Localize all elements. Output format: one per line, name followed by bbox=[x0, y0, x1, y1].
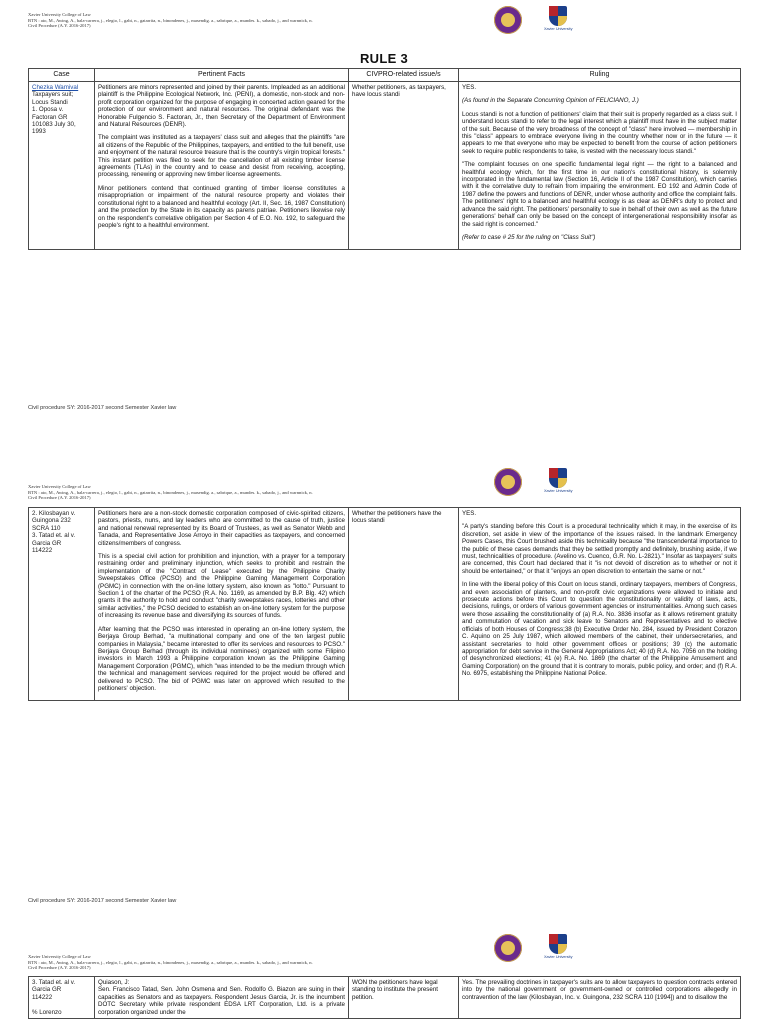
college-seal-icon bbox=[494, 468, 522, 496]
college-seal-icon bbox=[494, 6, 522, 34]
ruling-cell bbox=[459, 508, 741, 701]
university-crest-label: Xavier University bbox=[544, 27, 573, 31]
col-header-issues: CIVPRO-related issue/s bbox=[349, 69, 459, 82]
ruling-cell bbox=[459, 977, 741, 1019]
case-line: SCRA 110 bbox=[32, 524, 61, 532]
case-line: 114222 bbox=[32, 547, 53, 555]
authors-line: BTN : ato, M., Awing, A., bala-carrera, j., elegio, l., gabi, n., gatarrita, n., binondenes, j., masendig. a., sabrique, a., mundes. k., sabado, j., and warnnick, n. bbox=[28, 17, 313, 23]
facts-author: Quiason, J: bbox=[98, 979, 130, 986]
facts-paragraph: Petitioners here are a non-stock domestic corporation composed of civic-spirited citizens, pastors, priests, nuns, and lay leaders who are committed to the cause of truth, justice and national renewal represented by its Board of Trustees, as well as Senator Webb and Tanada, and Representative Jose Arroyo in their capacities as taxpayers, and concerned citizens/members of congress. bbox=[98, 510, 345, 547]
header-logos bbox=[494, 468, 572, 496]
page-header-text bbox=[28, 484, 313, 501]
ruling-paragraph: "The complaint focuses on one specific fundamental legal right — the right to a balanced and healthful ecology which, for the first time in our nation's constitutional history, is solemnly incorporated in the fundamental law (Section 16, Article II of the 1987 Constitution), which carries with it the correlative duty to refrain from impairing the environment. EO 192 and Admin Code of 1987 define the powers and functions of DENR, under whose authority and office the complaint falls. The petitioners' right to a balanced and healthful ecology is as clear as DENR's duty to protect and advance the said right. The petitioners' personality to sue in behalf of their own as well as the future generations' behalf can only be based on the concept of intergenerational responsibility insofar as the said right is concerned." bbox=[462, 161, 737, 228]
table-header-row bbox=[29, 69, 741, 82]
page-3 bbox=[0, 932, 768, 1024]
page-footer: Civil procedure SY: 2016-2017 second Semester Xavier law bbox=[28, 898, 177, 904]
ruling-paragraph: Yes. The prevailing doctrines in taxpayer's suits are to allow taxpayers to question contracts entered into by the national government or government-owned or controlled corporations allegedly in contravention of the law (Kilosbayan, Inc. v. Guingona, 232 SCRA 110 [1994]) and to disallow the bbox=[462, 979, 737, 1001]
col-header-case: Case bbox=[29, 69, 95, 82]
case-line: Guingona 232 bbox=[32, 517, 71, 525]
header-logos bbox=[494, 6, 572, 34]
issue-text: Whether petitioners, as taxpayers, have locus standi bbox=[352, 84, 446, 99]
case-line: % Lorenzo bbox=[32, 1008, 62, 1016]
ruling-cell bbox=[459, 82, 741, 250]
table-row bbox=[29, 82, 741, 250]
ruling-paragraph: "A party's standing before this Court is a procedural technicality which it may, in the exercise of its discretion, set aside in view of the importance of the issues raised. In the landmark Emergency Powers Cases, this Court brushed aside this technicality because "the transcendental importance to the public of these cases demands that they be settled promptly and definitely, brushing aside, if we must, technicalities of procedure. (Avelino vs. Cuenco, G.R. No. L-2821)." Insofar as taxpayers' suits are concerned, this Court had declared that it "is not devoid of discretion as to whether or not it should be entertained," or that it "enjoys an open discretion to entertain the same or not." bbox=[462, 523, 737, 575]
university-shield-icon bbox=[549, 468, 567, 488]
page-footer: Civil procedure SY: 2016-2017 second Semester Xavier law bbox=[28, 405, 177, 411]
issue-cell bbox=[349, 82, 459, 250]
case-author-link[interactable]: Chezka Wamival bbox=[32, 84, 79, 91]
issue-text: Whether the petitioners have the locus standi bbox=[352, 510, 442, 525]
facts-paragraph: The complaint was instituted as a taxpayers' class suit and alleges that the plaintiffs "are all citizens of the Republic of the Philippines, taxpayers, and entitled to the full benefit, use and enjoyment of the natural resource treasure that is the country's virgin tropical forests." This instant petition was filed to seek for the cancellation of all existing timber license agreements (TLAs) in the country and to cease and desist from receiving, accepting, processing, renewing or approving new timber license agreements. bbox=[98, 134, 345, 179]
case-line: 1993 bbox=[32, 128, 46, 136]
authors-line: BTN : ato, M., Awing, A., bala-carrera, j., elegio, l., gabi, n., gatarrita, n., binondenes, j., masendig. a., sabrique, a., mundes. k., sabado, j., and warnnick, n. bbox=[28, 489, 313, 495]
course-line: Civil Procedure (A.Y. 2016-2017) bbox=[28, 965, 91, 971]
case-line: 101083 July 30, bbox=[32, 121, 76, 129]
issue-cell bbox=[349, 508, 459, 701]
school-name: Xavier University College of Law bbox=[28, 954, 91, 959]
university-crest bbox=[544, 934, 572, 959]
case-line: Factoran GR bbox=[32, 113, 68, 121]
issue-text: WON the petitioners have legal standing to institute the present petition. bbox=[352, 979, 438, 1001]
case-table-1 bbox=[28, 68, 741, 250]
university-crest bbox=[544, 468, 572, 493]
page-2 bbox=[0, 462, 768, 932]
facts-cell bbox=[95, 82, 349, 250]
ruling-verdict: YES. bbox=[462, 84, 477, 91]
case-line: 2. Kilosbayan v. bbox=[32, 510, 76, 517]
university-crest bbox=[544, 6, 572, 31]
page-header-text bbox=[28, 954, 313, 971]
case-line: Taxpayers suit; bbox=[32, 91, 74, 99]
case-line: Garcia GR bbox=[32, 539, 62, 547]
school-name: Xavier University College of Law bbox=[28, 484, 91, 489]
facts-paragraph: Sen. Francisco Tatad, Sen. John Osmena and Sen. Rodolfo G. Biazon are suing in their capacities as Senators and as taxpayers. Respondent Jesus Garcia, Jr. is the incumbent DOTC Secretary while private respondent EDSA LRT Corporation, Ltd. is a private corporation organized under the bbox=[98, 986, 345, 1016]
facts-paragraph: This is a special civil action for prohibition and injunction, with a prayer for a temporary restraining order and preliminary injunction, which seeks to prohibit and restrain the implementation of the "Contract of Lease" executed by the Philippine Charity Sweepstakes Office (PCSO) and the Philippine Gaming Management Corporation (PGMC) in connection with the on-line lottery system, also known as "lotto." Pursuant to Section 1 of the charter of the PCSO (R.A. No. 1169, as amended by B.P. Blg. 42) which grants it the authority to hold and conduct "charity sweepstakes races, lotteries and other similar activities," the PCSO decided to establish an on-line lottery system for the purpose of increasing its revenue base and diversifying its sources of funds. bbox=[98, 553, 345, 620]
col-header-facts: Pertinent Facts bbox=[95, 69, 349, 82]
facts-cell bbox=[95, 977, 349, 1019]
case-line: 1. Oposa v. bbox=[32, 106, 64, 114]
col-header-ruling: Ruling bbox=[459, 69, 741, 82]
case-line: 3. Tatad et. al v. bbox=[32, 532, 76, 540]
school-name: Xavier University College of Law bbox=[28, 12, 91, 17]
university-shield-icon bbox=[549, 934, 567, 954]
authors-line: BTN : ato, M., Awing, A., bala-carrera, j., elegio, l., gabi, n., gatarrita, n., binondenes, j., masendig. a., sabrique, a., mundes. k., sabado, j., and warnnick, n. bbox=[28, 959, 313, 965]
case-cell bbox=[29, 508, 95, 701]
ruling-verdict: YES. bbox=[462, 510, 477, 517]
facts-paragraph: Minor petitioners contend that continued granting of timber license constitutes a misappropriation or impairment of the natural resource property and violates their constitutional right to a balanced and healthful ecology (Art. II, Sec. 16, 1987 Constitution) and the protection by the State in its capacity as parens patriae. Petitioners likewise rely on the respondent's correlative obligation per Section 4 of E.O. No. 192, to safeguard the people's right to a healthful environment. bbox=[98, 184, 345, 229]
page-1 bbox=[0, 0, 768, 430]
course-line: Civil Procedure (A.Y. 2016-2017) bbox=[28, 23, 91, 29]
header-logos bbox=[494, 934, 572, 962]
case-table-3 bbox=[28, 976, 741, 1019]
university-crest-label: Xavier University bbox=[544, 955, 573, 959]
case-line: Locus Standi bbox=[32, 98, 68, 106]
page-title: RULE 3 bbox=[359, 51, 409, 66]
case-line: 3. Tatad et. al v. bbox=[32, 979, 76, 986]
case-cell bbox=[29, 977, 95, 1019]
ruling-note: (As found in the Separate Concurring Opinion of FELICIANO, J.) bbox=[462, 97, 639, 105]
university-shield-icon bbox=[549, 6, 567, 26]
ruling-paragraph: Locus standi is not a function of petitioners' claim that their suit is properly regarded as a class suit. I understand locus standi to refer to the legal interest which a plaintiff must have in the subject matter of the suit. Because of the very broadness of the concept of "class" here involved — membership in this "class" appears to embrace everyone living in the country whether now or in the future — it appears to me that everyone who may be expected to benefit from the course of action petitioners seek to require public respondents to take, is vested with the necessary locus standi." bbox=[462, 110, 737, 155]
ruling-reference: (Refer to case # 25 for the ruling on "Class Suit") bbox=[462, 233, 596, 241]
facts-paragraph: After learning that the PCSO was interested in operating an on-line lottery system, the Berjaya Group Berhad, "a multinational company and one of the ten largest public companies in Malaysia," became interested to offer its services and resources to PCSO." Berjaya Group Berhad (through its individual nominees) organized with some Filipino investors in March 1993 a Philippine corporation known as the Philippine Gaming Management Corporation (PGMC), which "was intended to be the medium through which the technical and management services required for the project would be offered and delivered to PCSO. The bid of PGMC was later on approved which resulted to the petitioners' objection. bbox=[98, 625, 345, 692]
issue-cell bbox=[349, 977, 459, 1019]
university-crest-label: Xavier University bbox=[544, 489, 573, 493]
case-line: 114222 bbox=[32, 993, 53, 1001]
facts-cell bbox=[95, 508, 349, 701]
case-line bbox=[32, 1001, 91, 1008]
ruling-paragraph: In line with the liberal policy of this Court on locus standi, ordinary taxpayers, members of Congress, and even association of planters, and non-profit civic organizations were allowed to initiate and prosecute actions before this Court to question the constitutionality or validity of laws, acts, decisions, rulings, or orders of various government agencies or instrumentalities. Among such cases were those assailing the constitutionality of (a) R.A. No. 3836 insofar as it allows retirement gratuity and commutation of vacation and sick leave to Senators and Representatives and to elective officials of both Houses of Congress;38 (b) Executive Order No. 284, issued by President Corazon C. Aquino on 25 July 1987, which allowed members of the cabinet, their undersecretaries, and assistant secretaries to hold other government offices or positions; 39 (c) the automatic appropriation for debt service in the General Appropriations Act; 40 (d) R.A. No. 7056 on the holding of desynchronized elections; 41 (e) R.A. No. 1869 (the charter of the Philippine Amusement and Gaming Corporation) on the ground that it is contrary to morals, public policy, and order; and (f) R.A. No. 6975, establishing the Philippine National Police. bbox=[462, 581, 737, 678]
page-header-text bbox=[28, 12, 313, 29]
case-line: Garcia GR bbox=[32, 986, 62, 994]
table-row bbox=[29, 508, 741, 701]
college-seal-icon bbox=[494, 934, 522, 962]
case-cell bbox=[29, 82, 95, 250]
facts-paragraph: Petitioners are minors represented and joined by their parents. Impleaded as an additional plaintiff is the Philippine Ecological Network, Inc. (PENI), a domestic, non-stock and non-profit corporation organized for the purpose of engaging in concerted action geared for the protection of our environment and natural resources. The original defendant was the Honorable Fulgencio S. Factoran, Jr., then Secretary of the Department of Environment and Natural Resources (DENR). bbox=[98, 84, 345, 129]
course-line: Civil Procedure (A.Y. 2016-2017) bbox=[28, 495, 91, 501]
case-table-2 bbox=[28, 507, 741, 701]
table-row bbox=[29, 977, 741, 1019]
